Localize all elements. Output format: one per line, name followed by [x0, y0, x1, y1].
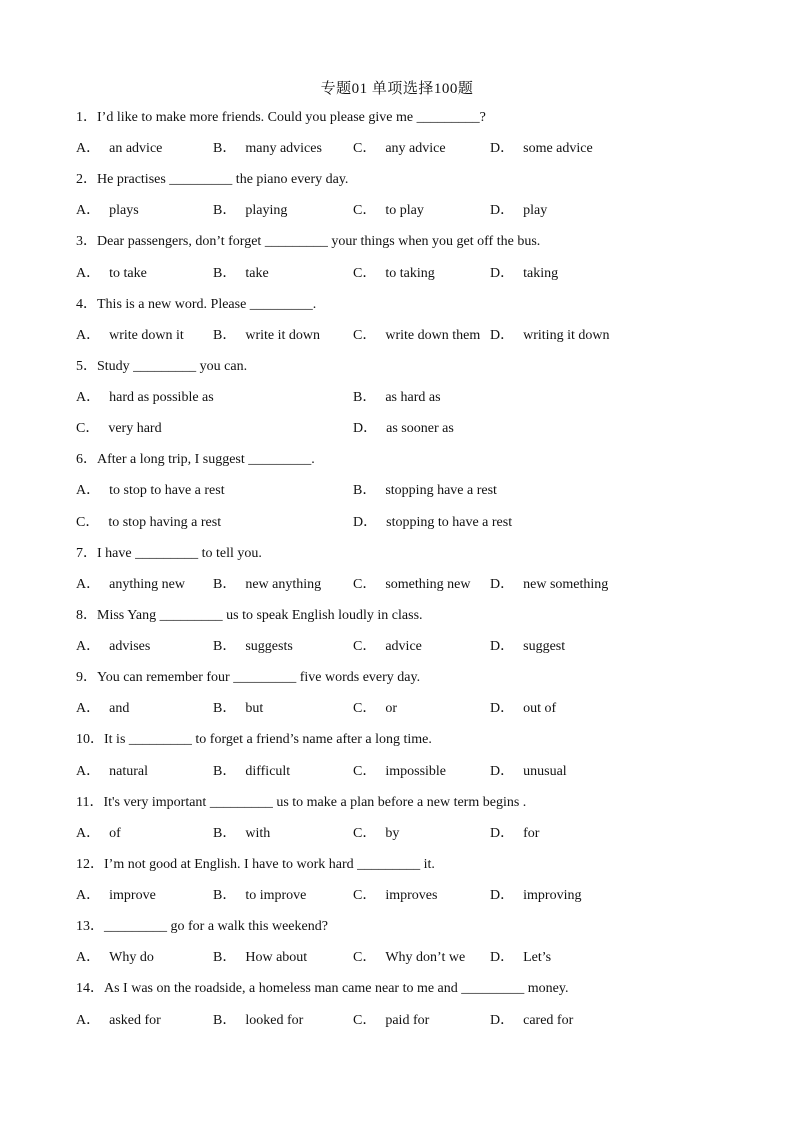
- q10-option-b: B． difficult: [213, 764, 291, 779]
- q2-option-c: C． to play: [353, 203, 424, 218]
- question-1: 1．I’d like to make more friends. Could you please give me _________?: [76, 110, 486, 125]
- q8-option-b: B． suggests: [213, 639, 293, 654]
- q10-option-c: C． impossible: [353, 764, 447, 779]
- q11-option-a: A． of: [76, 826, 121, 841]
- q11-option-b: B． with: [213, 826, 271, 841]
- q5-option-c: C． very hard: [76, 421, 162, 436]
- q7-option-d: D． new something: [490, 577, 609, 592]
- q14-option-b: B． looked for: [213, 1013, 304, 1028]
- q2-option-d: D． play: [490, 203, 548, 218]
- q13-option-b: B． How about: [213, 950, 308, 965]
- q12-option-b: B． to improve: [213, 888, 307, 903]
- question-13: 13．_________ go for a walk this weekend?: [76, 919, 328, 934]
- question-3: 3．Dear passengers, don’t forget _________ your things when you get off the bus.: [76, 234, 541, 249]
- q6-option-c: C． to stop having a rest: [76, 515, 222, 530]
- q1-option-d: D． some advice: [490, 141, 593, 156]
- question-8: 8．Miss Yang _________ us to speak English loudly in class.: [76, 608, 423, 623]
- q7-option-c: C． something new: [353, 577, 471, 592]
- q9-option-b: B． but: [213, 701, 264, 716]
- q13-option-d: D． Let’s: [490, 950, 552, 965]
- q8-option-a: A． advises: [76, 639, 151, 654]
- q9-option-d: D． out of: [490, 701, 557, 716]
- q9-option-c: C． or: [353, 701, 398, 716]
- q4-option-d: D． writing it down: [490, 328, 610, 343]
- question-5: 5．Study _________ you can.: [76, 359, 248, 374]
- q14-option-d: D． cared for: [490, 1013, 574, 1028]
- q1-option-c: C． any advice: [353, 141, 446, 156]
- q13-option-a: A． Why do: [76, 950, 154, 965]
- q6-option-a: A． to stop to have a rest: [76, 483, 225, 498]
- q1-option-b: B． many advices: [213, 141, 322, 156]
- q6-option-d: D． stopping to have a rest: [353, 515, 513, 530]
- q10-option-a: A． natural: [76, 764, 148, 779]
- question-4: 4．This is a new word. Please _________.: [76, 297, 317, 312]
- q10-option-d: D． unusual: [490, 764, 567, 779]
- q7-option-b: B． new anything: [213, 577, 322, 592]
- q3-option-b: B． take: [213, 266, 269, 281]
- q11-option-d: D． for: [490, 826, 540, 841]
- question-7: 7．I have _________ to tell you.: [76, 546, 262, 561]
- q3-option-d: D． taking: [490, 266, 559, 281]
- q13-option-c: C． Why don’t we: [353, 950, 466, 965]
- q7-option-a: A． anything new: [76, 577, 185, 592]
- q4-option-b: B． write it down: [213, 328, 320, 343]
- question-12: 12．I’m not good at English. I have to work hard _________ it.: [76, 857, 435, 872]
- q5-option-b: B． as hard as: [353, 390, 441, 405]
- q5-option-a: A． hard as possible as: [76, 390, 214, 405]
- page-title: 专题01 单项选择100题: [320, 81, 474, 97]
- q5-option-d: D． as sooner as: [353, 421, 454, 436]
- q8-option-d: D． suggest: [490, 639, 566, 654]
- question-10: 10．It is _________ to forget a friend’s name after a long time.: [76, 732, 432, 747]
- question-9: 9．You can remember four _________ five words every day.: [76, 670, 421, 685]
- q3-option-c: C． to taking: [353, 266, 435, 281]
- question-6: 6．After a long trip, I suggest _________.: [76, 452, 315, 467]
- q2-option-a: A． plays: [76, 203, 139, 218]
- question-2: 2．He practises _________ the piano every day.: [76, 172, 349, 187]
- q12-option-d: D． improving: [490, 888, 582, 903]
- q12-option-a: A． improve: [76, 888, 156, 903]
- q4-option-c: C． write down them: [353, 328, 481, 343]
- q14-option-c: C． paid for: [353, 1013, 430, 1028]
- q8-option-c: C． advice: [353, 639, 422, 654]
- q4-option-a: A． write down it: [76, 328, 184, 343]
- q14-option-a: A． asked for: [76, 1013, 161, 1028]
- question-11: 11．It's very important _________ us to make a plan before a new term begins .: [76, 795, 527, 810]
- q12-option-c: C． improves: [353, 888, 438, 903]
- q3-option-a: A． to take: [76, 266, 147, 281]
- q1-option-a: A． an advice: [76, 141, 163, 156]
- q9-option-a: A． and: [76, 701, 130, 716]
- q6-option-b: B． stopping have a rest: [353, 483, 497, 498]
- q11-option-c: C． by: [353, 826, 400, 841]
- question-14: 14．As I was on the roadside, a homeless man came near to me and _________ money.: [76, 981, 569, 996]
- q2-option-b: B． playing: [213, 203, 288, 218]
